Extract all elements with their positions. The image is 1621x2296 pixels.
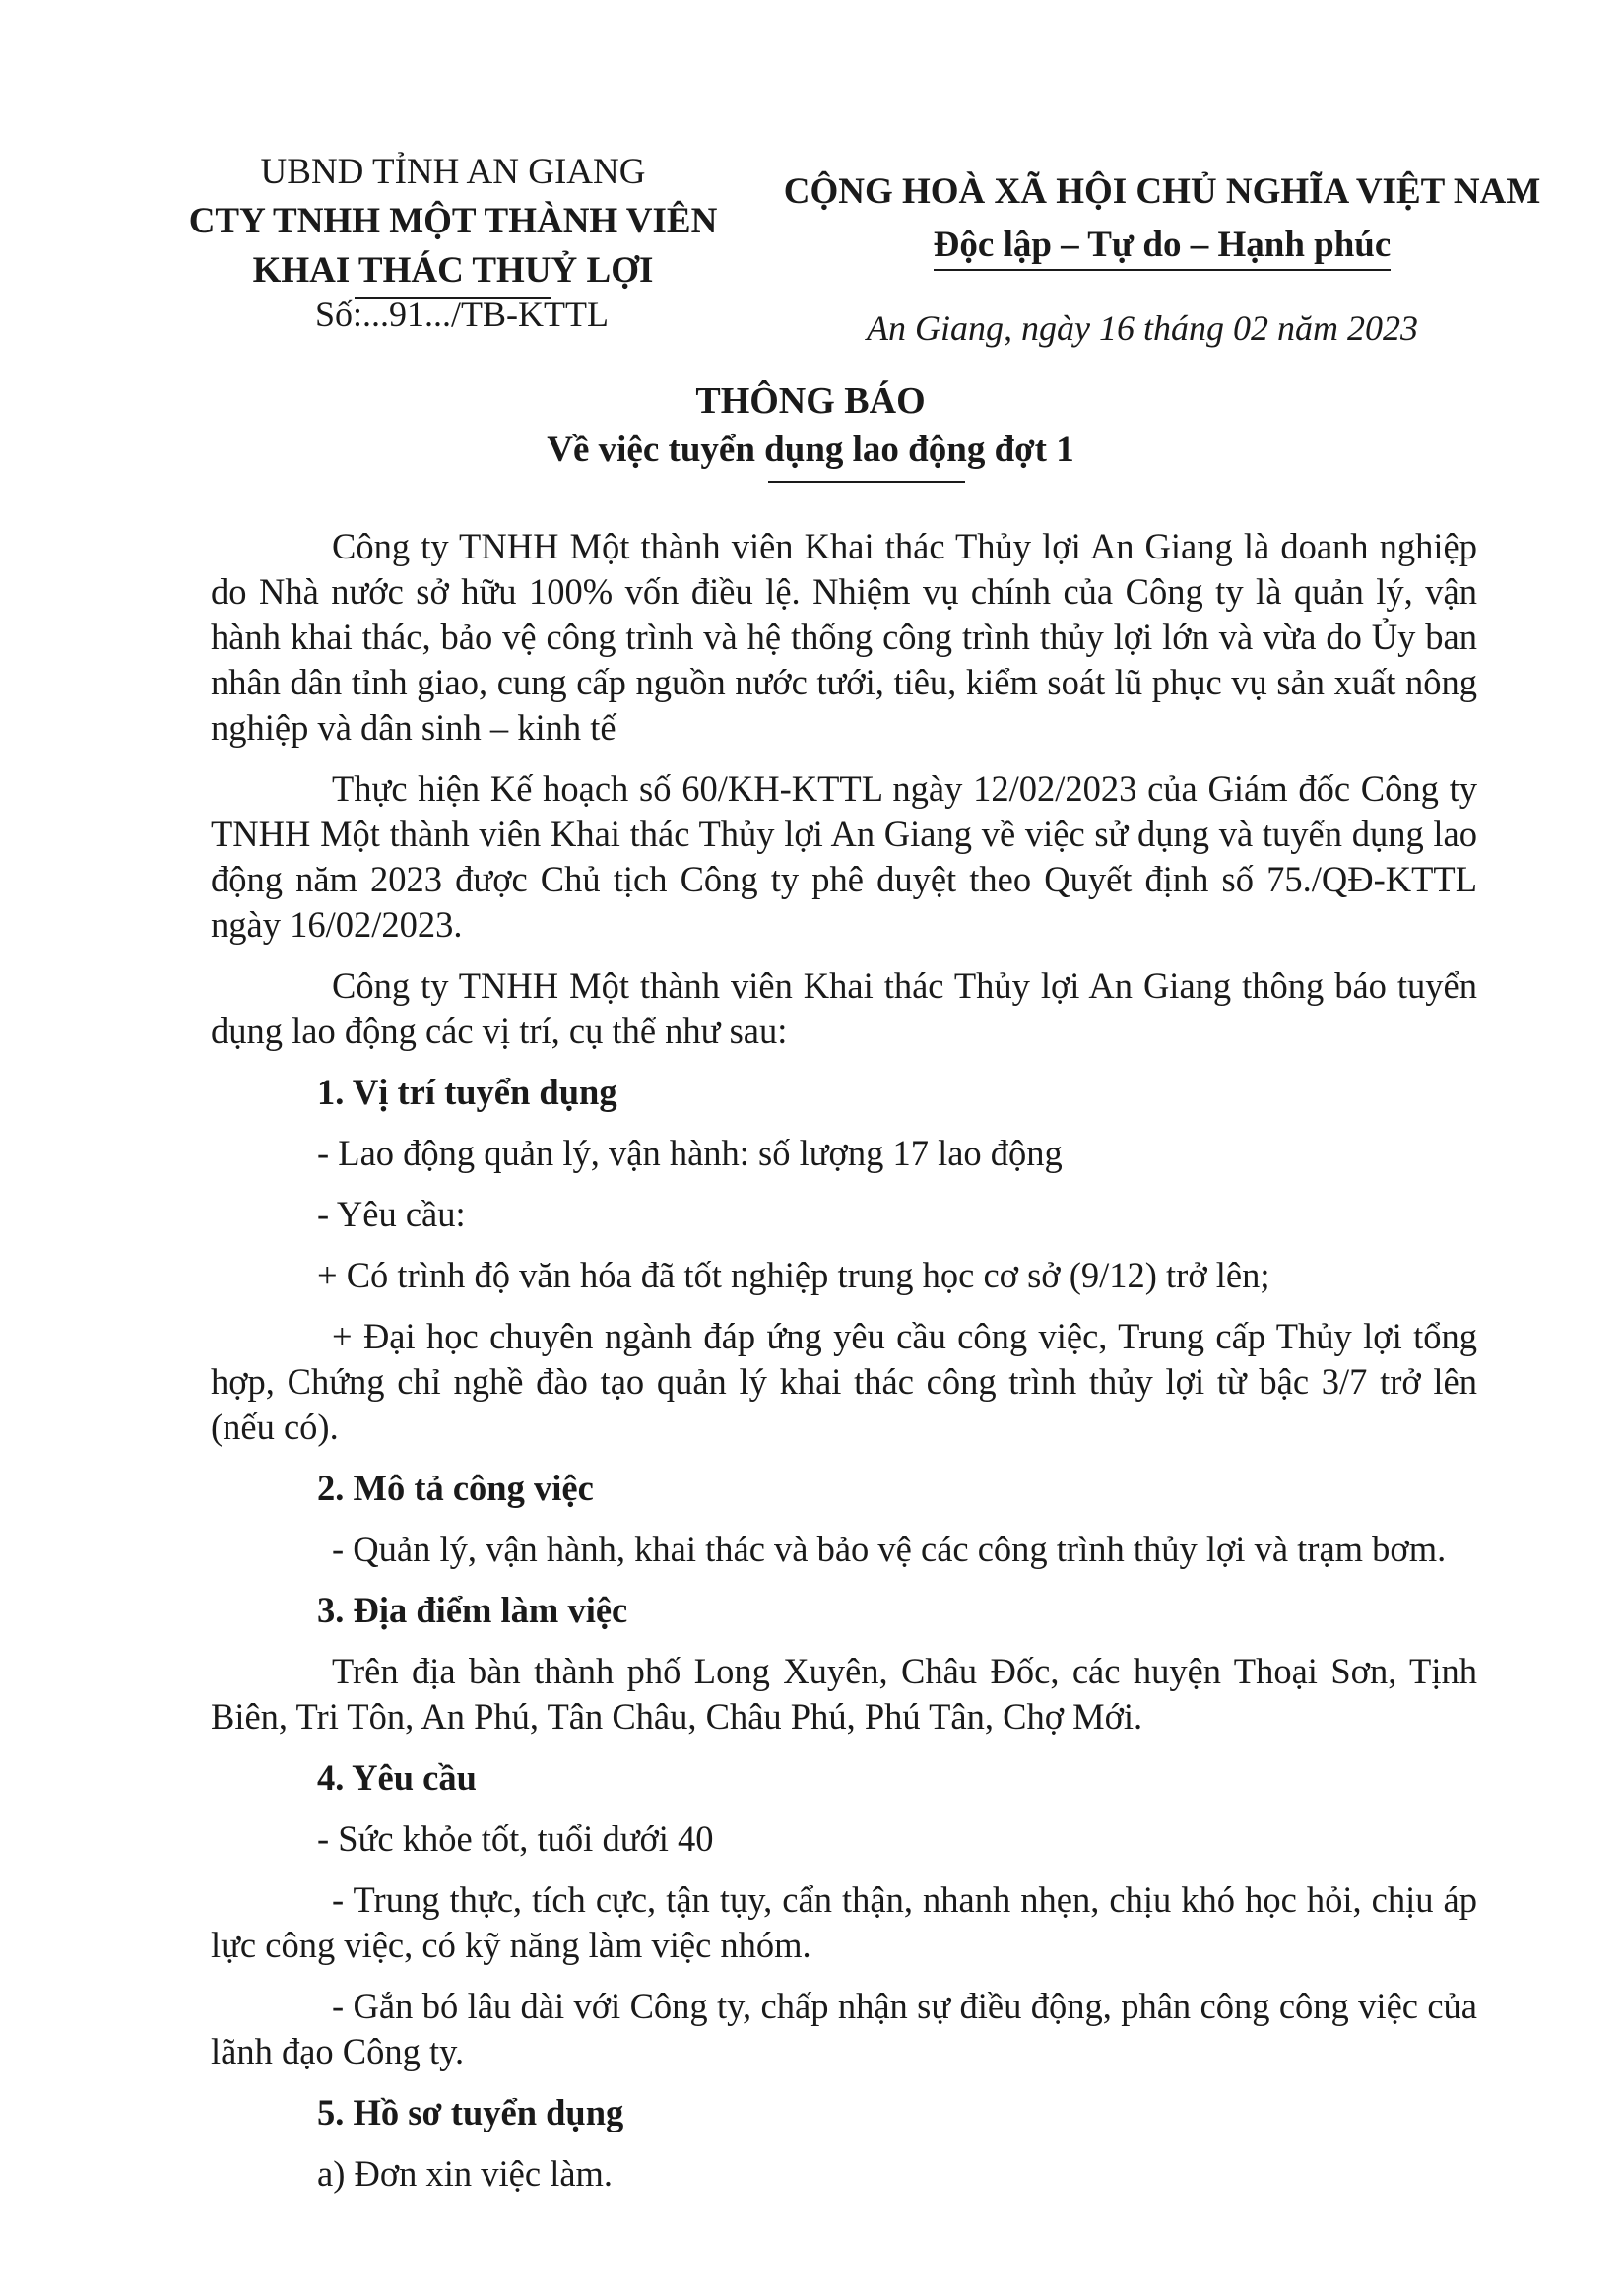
list-item: - Gắn bó lâu dài với Công ty, chấp nhận sự điều động, phân công công việc của lãnh đạo Công ty. bbox=[211, 1986, 1477, 2071]
document-subtitle: Về việc tuyển dụng lao động đợt 1 bbox=[547, 429, 1074, 470]
list-item: - Yêu cầu: bbox=[317, 1194, 466, 1234]
section-heading-workplace: 3. Địa điểm làm việc bbox=[317, 1590, 628, 1630]
place-and-date: An Giang, ngày 16 tháng 02 năm 2023 bbox=[867, 308, 1418, 348]
document-number: Số:...91.../TB-KTTL bbox=[315, 295, 609, 334]
national-title: CỘNG HOÀ XÃ HỘI CHỦ NGHĨA VIỆT NAM bbox=[783, 171, 1541, 212]
national-header-block bbox=[768, 165, 1556, 272]
list-item: - Sức khỏe tốt, tuổi dưới 40 bbox=[317, 1818, 714, 1859]
subtitle-underline bbox=[768, 481, 965, 483]
issuing-authority-block bbox=[158, 148, 748, 299]
company-name-line: CTY TNHH MỘT THÀNH VIÊN bbox=[188, 201, 718, 241]
list-item: - Trung thực, tích cực, tận tụy, cẩn thận, nhanh nhẹn, chịu khó học hỏi, chịu áp lực công việc, có kỹ năng làm việc nhóm. bbox=[211, 1879, 1477, 1965]
company-name-line-2: KHAI THÁC THUỶ LỢI bbox=[252, 250, 654, 291]
list-item: Trên địa bàn thành phố Long Xuyên, Châu Đốc, các huyện Thoại Sơn, Tịnh Biên, Tri Tôn, An Phú, Tân Châu, Châu Phú, Phú Tân, Chợ Mới. bbox=[211, 1651, 1477, 1737]
list-item: + Đại học chuyên ngành đáp ứng yêu cầu công việc, Trung cấp Thủy lợi tổng hợp, Chứng chỉ nghề đào tạo quản lý khai thác công trình thủy lợi từ bậc 3/7 trở lên (nếu có). bbox=[211, 1316, 1477, 1447]
authority-line: UBND TỈNH AN GIANG bbox=[260, 152, 646, 192]
section-heading-job-description: 2. Mô tả công việc bbox=[317, 1468, 594, 1508]
document-body bbox=[211, 524, 1477, 2212]
announcement-paragraph: Công ty TNHH Một thành viên Khai thác Thủy lợi An Giang thông báo tuyển dụng lao động các vị trí, cụ thể như sau: bbox=[211, 965, 1477, 1051]
section-heading-positions: 1. Vị trí tuyển dụng bbox=[317, 1072, 617, 1112]
intro-paragraph: Công ty TNHH Một thành viên Khai thác Thủy lợi An Giang là doanh nghiệp do Nhà nước sở hữu 100% vốn điều lệ. Nhiệm vụ chính của Công ty là quản lý, vận hành khai thác, bảo vệ công trình và hệ thống công trình thủy lợi lớn và vừa do Ủy ban nhân dân tỉnh giao, cung cấp nguồn nước tưới, tiêu, kiểm soát lũ phục vụ sản xuất nông nghiệp và dân sinh – kinh tế bbox=[211, 526, 1477, 748]
list-item: - Quản lý, vận hành, khai thác và bảo vệ các công trình thủy lợi và trạm bơm. bbox=[332, 1529, 1447, 1569]
national-motto: Độc lập – Tự do – Hạnh phúc bbox=[934, 224, 1392, 271]
list-item: - Lao động quản lý, vận hành: số lượng 17 lao động bbox=[317, 1133, 1063, 1173]
section-heading-requirements: 4. Yêu cầu bbox=[317, 1757, 477, 1798]
basis-paragraph: Thực hiện Kế hoạch số 60/KH-KTTL ngày 12/02/2023 của Giám đốc Công ty TNHH Một thành viên Khai thác Thủy lợi An Giang về việc sử dụng và tuyển dụng lao động năm 2023 được Chủ tịch Công ty phê duyệt theo Quyết định số 75./QĐ-KTTL ngày 16/02/2023. bbox=[211, 768, 1477, 945]
list-item: + Có trình độ văn hóa đã tốt nghiệp trung học cơ sở (9/12) trở lên; bbox=[317, 1255, 1270, 1295]
document-title: THÔNG BÁO bbox=[695, 380, 926, 422]
section-heading-application-documents: 5. Hồ sơ tuyển dụng bbox=[317, 2092, 624, 2132]
list-item: a) Đơn xin việc làm. bbox=[317, 2153, 614, 2194]
